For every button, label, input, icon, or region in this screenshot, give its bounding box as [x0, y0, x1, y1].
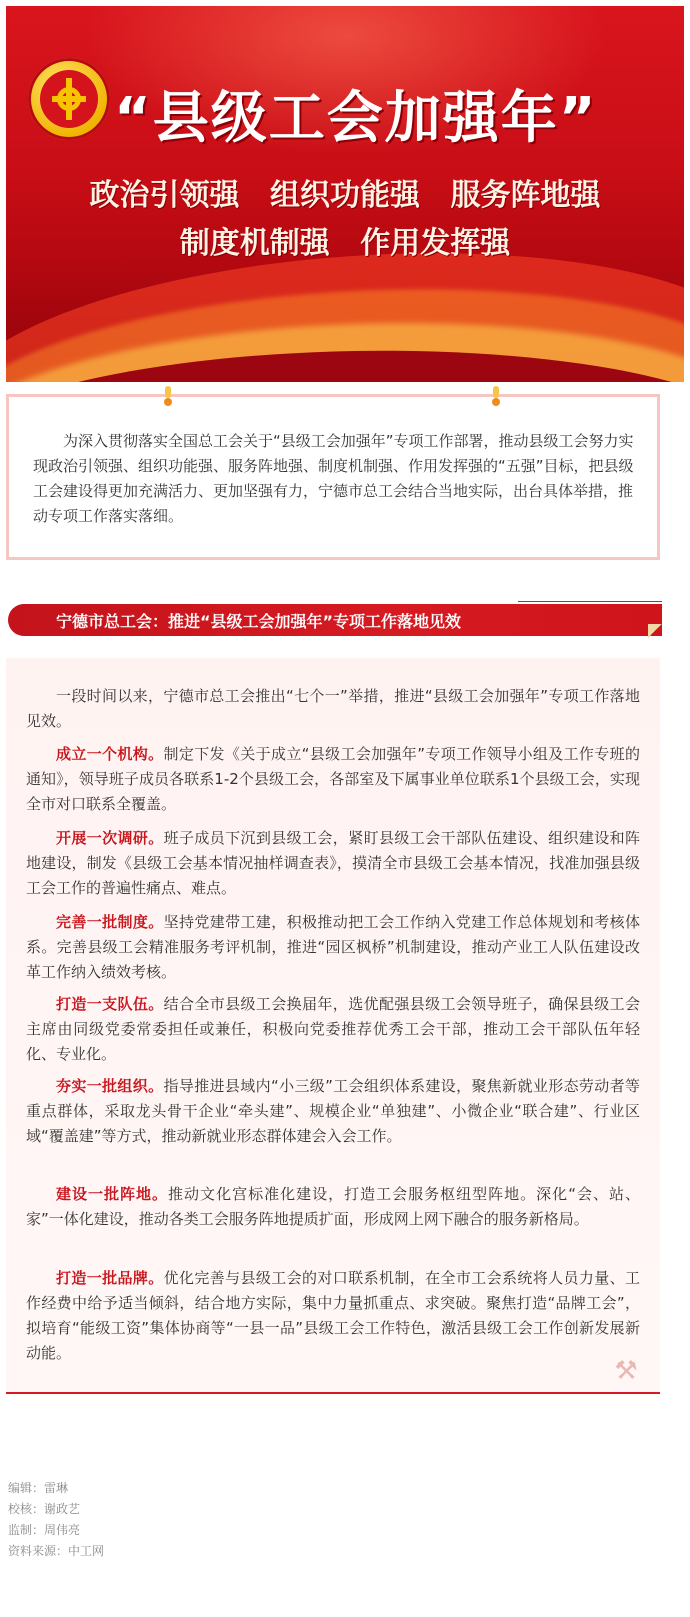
measure-text: 优化完善与县级工会的对口联系机制，在全市工会系统将人员力量、工作经费中给予适当倾斜，结合地方实际，集中力量抓重点、求突破。聚焦打造“品牌工会”，拟培育“能级工资”集体协商等“一县一品”县级工会工作特色，激活县级工会工作创新发展新动能。: [26, 1269, 640, 1362]
credit-editor: 编辑：雷琳: [8, 1481, 69, 1495]
union-logo-bar: [66, 78, 72, 120]
section-title: 宁德市总工会：推进“县级工会加强年”专项工作落地见效: [56, 612, 462, 631]
banner-slogan: 组织功能强: [270, 178, 420, 213]
banner-title: “县级工会加强年”: [114, 86, 598, 151]
measure-paragraph: [26, 992, 640, 1067]
wrench-watermark-icon: ⚒: [614, 1356, 638, 1386]
banner-slogan: 服务阵地强: [450, 178, 601, 213]
measure-text: 指导推进县域内“小三级”工会组织体系建设，聚焦新就业形态劳动者等重点群体，采取龙头骨干企业“牵头建”、规模企业“单独建”、小微企业“联合建”、行业区域“覆盖建”等方式，推动新就业形态群体建会入会工作。: [26, 1077, 640, 1145]
section-header-rule: [518, 601, 662, 602]
union-logo-inner: [40, 70, 98, 128]
pin-stem: [165, 386, 171, 398]
credits: [8, 1478, 308, 1562]
measure-heading: 打造一批品牌。: [56, 1269, 164, 1287]
lead-paragraph: 一段时间以来，宁德市总工会推出“七个一”举措，推进“县级工会加强年”专项工作落地见效。: [26, 687, 640, 730]
intro-text: 为深入贯彻落实全国总工会关于“县级工会加强年”专项工作部署，推动县级工会努力实现政治引领强、组织功能强、服务阵地强、制度机制强、作用发挥强的“五强”目标，把县级工会建设得更加充满活力、更加坚强有力，宁德市总工会结合当地实际，出台具体举措，推动专项工作落实落细。: [33, 432, 634, 525]
union-logo-icon: [28, 58, 110, 140]
section-header: [8, 604, 662, 636]
article-body: [6, 658, 660, 1394]
measure-text: 班子成员下沉到县级工会，紧盯县级工会干部队伍建设、组织建设和阵地建设，制发《县级工会基本情况抽样调查表》，摸清全市县级工会基本情况，找准加强县级工会工作的普遍性痛点、难点。: [26, 829, 640, 897]
measure-heading: 成立一个机构。: [56, 745, 164, 763]
measure-heading: 打造一支队伍。: [56, 995, 164, 1013]
hero-banner: [6, 6, 684, 382]
pin-dot: [492, 398, 500, 406]
banner-slogan: 制度机制强: [179, 226, 330, 261]
measure-paragraph: [26, 1266, 640, 1366]
measure-heading: 建设一批阵地。: [56, 1185, 169, 1203]
measure-paragraph: [26, 1074, 640, 1149]
banner-slogan-line-2: [6, 218, 684, 262]
measure-text: 坚持党建带工建，积极推动把工会工作纳入党建工作总体规划和考核体系。完善县级工会精准服务考评机制，推进“园区枫桥”机制建设，推动产业工人队伍建设改革工作纳入绩效考核。: [26, 913, 640, 981]
pin-icon: [492, 386, 500, 408]
intro-box: [6, 394, 660, 560]
section-header-fold: [648, 624, 662, 638]
measure-heading: 夯实一批组织。: [56, 1077, 164, 1095]
measure-heading: 开展一次调研。: [56, 829, 164, 847]
credit-supervisor: 监制：周伟亮: [8, 1523, 81, 1537]
content-bottom-rule: [6, 1392, 660, 1394]
banner-slogan: 作用发挥强: [360, 226, 511, 261]
measure-paragraph: [26, 1182, 640, 1232]
measure-heading: 完善一批制度。: [56, 913, 164, 931]
measure-text: 推动文化宫标准化建设，打造工会服务枢纽型阵地。深化“会、站、家”一体化建设，推动各类工会服务阵地提质扩面，形成网上网下融合的服务新格局。: [26, 1185, 640, 1228]
credit-proofreader: 校核：谢政艺: [8, 1502, 81, 1516]
measure-paragraph: [26, 910, 640, 985]
banner-slogan: 政治引领强: [89, 178, 240, 213]
banner-slogan-line-1: [6, 170, 684, 214]
pin-stem: [493, 386, 499, 398]
measure-paragraph: [26, 826, 640, 901]
pin-icon: [164, 386, 172, 408]
measure-text: 制定下发《关于成立“县级工会加强年”专项工作领导小组及工作专班的通知》，领导班子成员各联系1-2个县级工会，各部室及下属事业单位联系1个县级工会，实现全市对口联系全覆盖。: [26, 745, 640, 813]
measure-paragraph: [26, 742, 640, 817]
credit-source: 资料来源：中工网: [8, 1544, 105, 1558]
measure-text: 结合全市县级工会换届年，选优配强县级工会领导班子，确保县级工会主席由同级党委常委担任或兼任，积极向党委推荐优秀工会干部，推动工会干部队伍年轻化、专业化。: [26, 995, 640, 1063]
pin-dot: [164, 398, 172, 406]
